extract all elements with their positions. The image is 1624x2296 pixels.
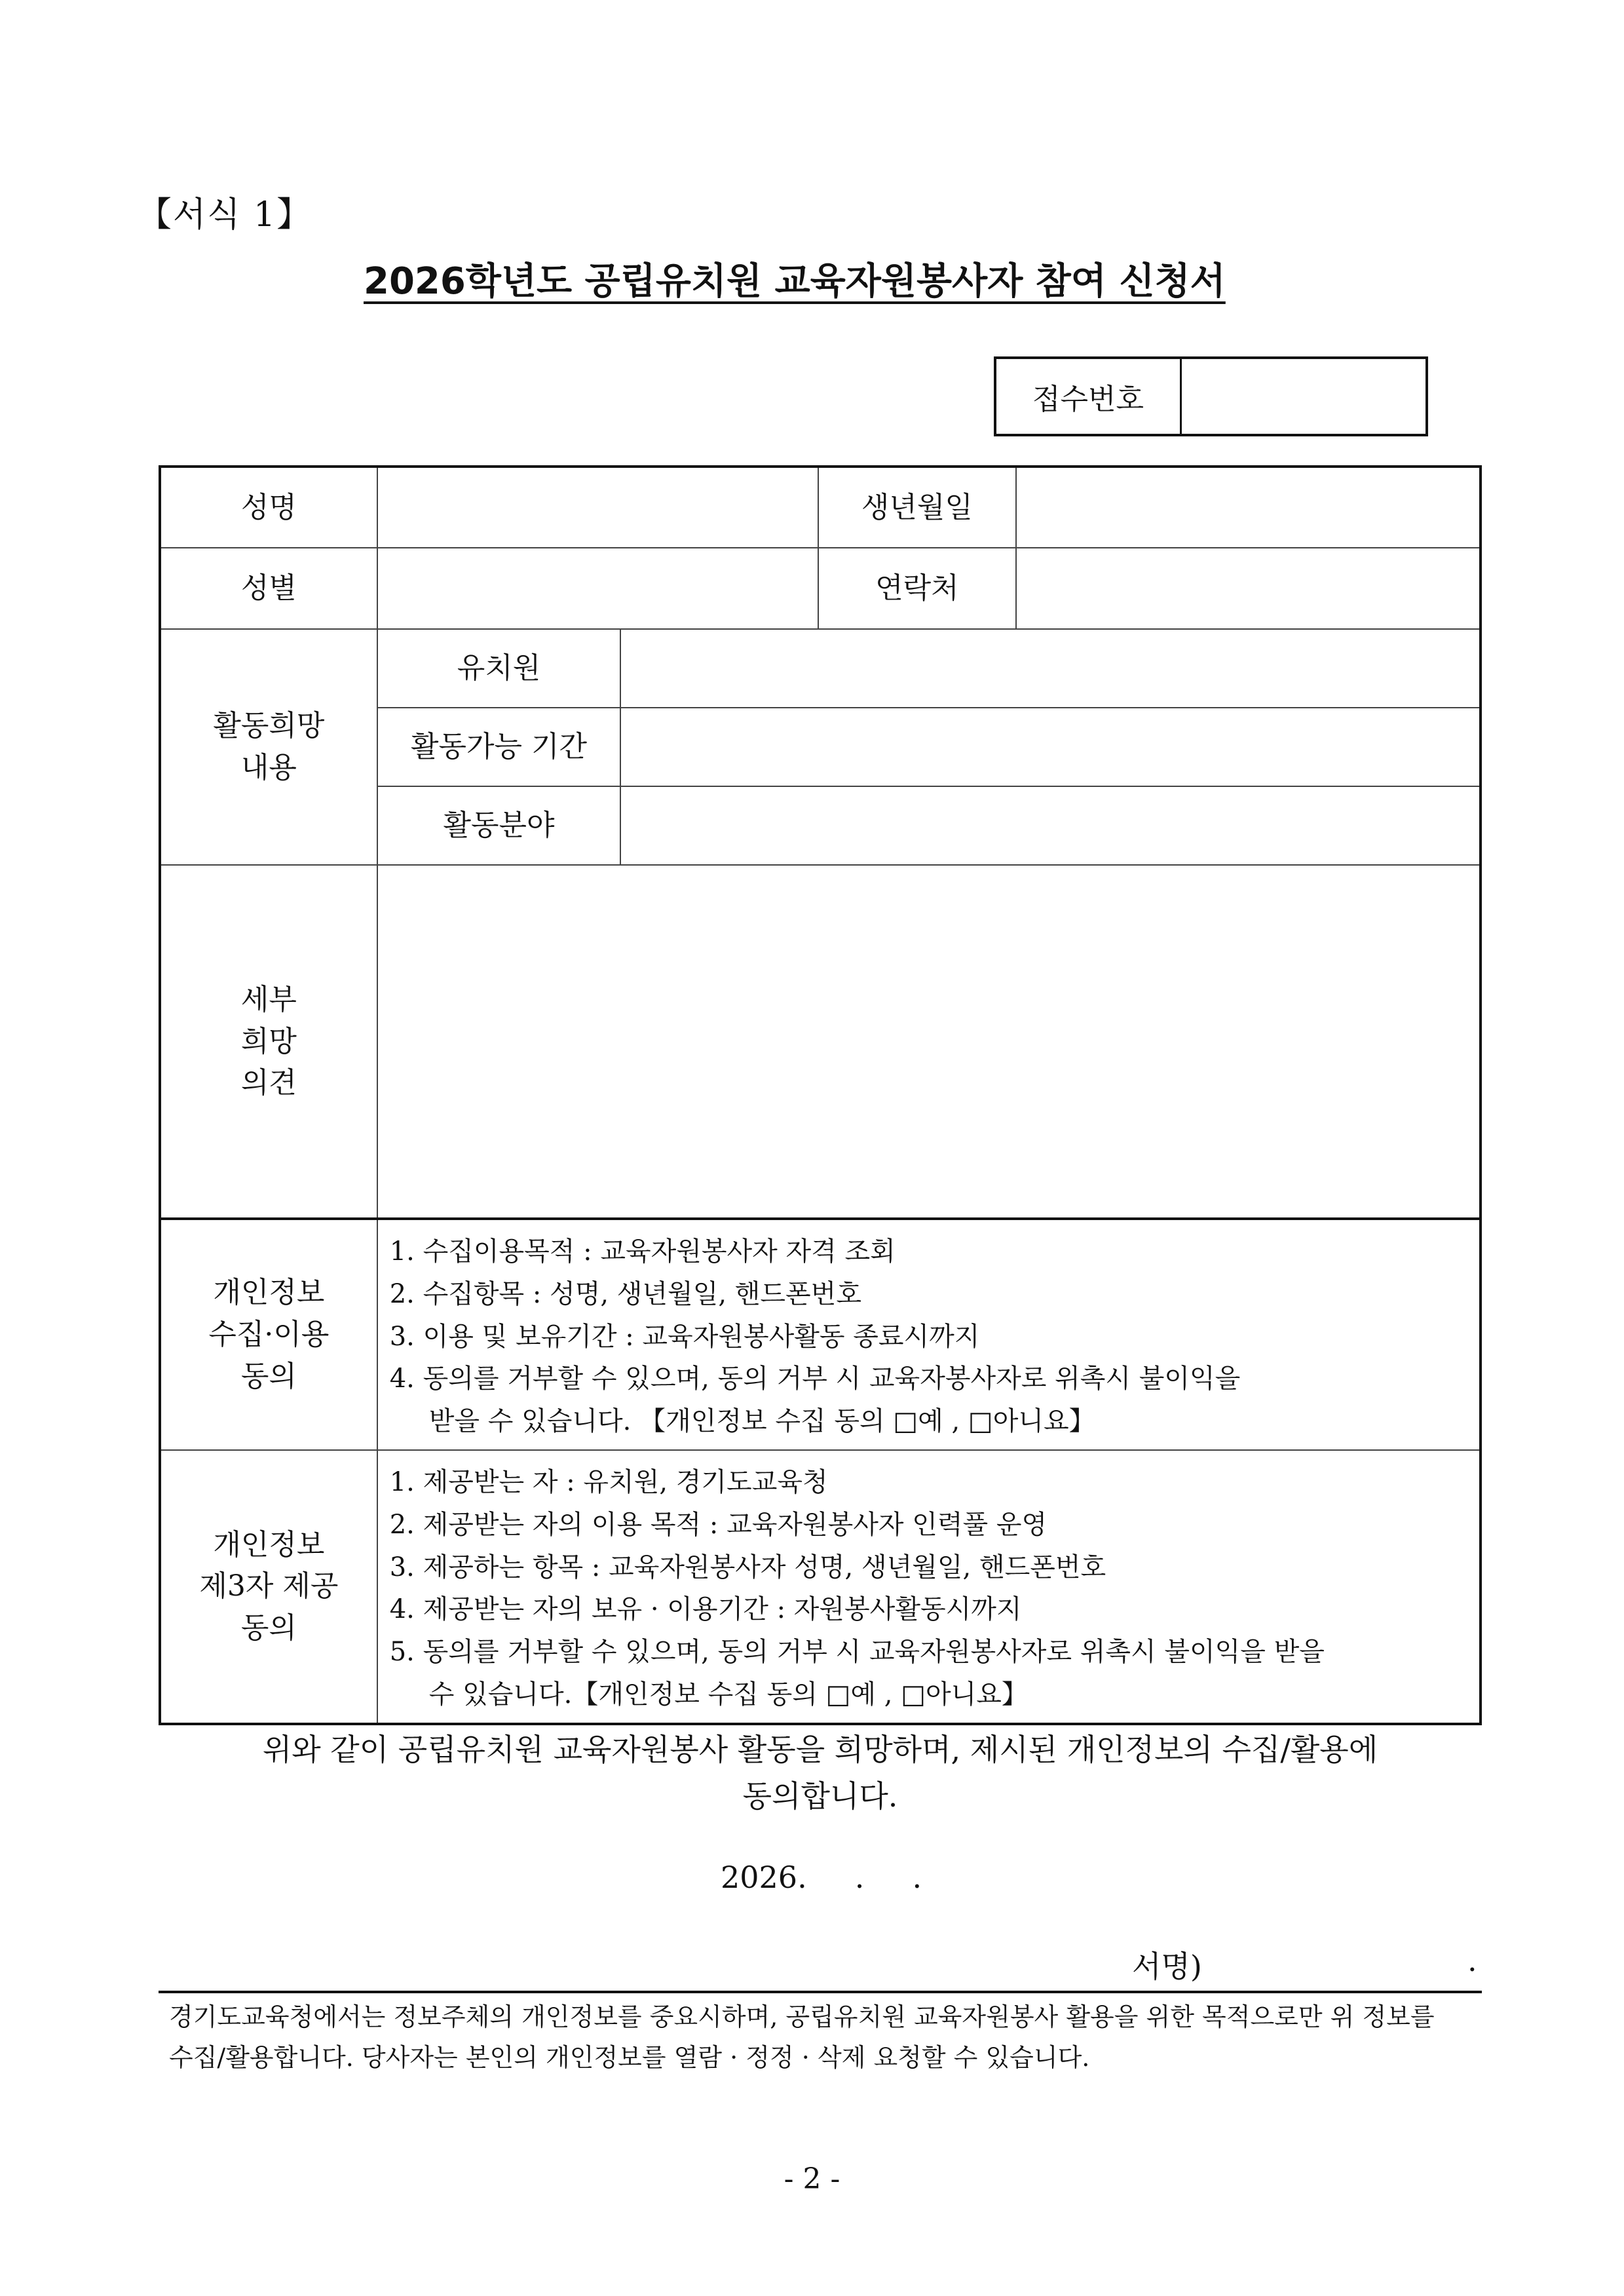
name-label: 성명	[160, 467, 377, 548]
application-table	[159, 465, 1482, 1725]
agreement-statement: 위와 같이 공립유치원 교육자원봉사 활동을 희망하며, 제시된 개인정보의 수집/활용에 동의합니다.	[262, 1732, 1378, 1814]
gender-field[interactable]	[377, 548, 818, 629]
list-item: 5. 동의를 거부할 수 있으며, 동의 거부 시 교육자원봉사자로 위촉시 불이익을 받을	[389, 1637, 1325, 1668]
activity-label: 활동희망 내용	[160, 629, 377, 865]
receipt-label: 접수번호	[995, 358, 1181, 435]
receipt-box	[994, 356, 1428, 436]
name-field[interactable]	[377, 467, 818, 548]
kindergarten-label: 유치원	[377, 629, 621, 708]
activity-field-label: 활동분야	[377, 786, 621, 865]
birth-label: 생년월일	[818, 467, 1016, 548]
application-date: 2026. . .	[721, 1860, 922, 1895]
list-item: 4. 동의를 거부할 수 있으며, 동의 거부 시 교육자봉사자로 위촉시 불이익을	[389, 1364, 1241, 1394]
gender-label: 성별	[160, 548, 377, 629]
privacy-notice: 경기도교육청에서는 정보주체의 개인정보를 중요시하며, 공립유치원 교육자원봉사 활용을 위한 목적으로만 위 정보를 수집/활용합니다. 당사자는 본인의 개인정보를 열람 · 정정 · 삭제 요청할 수 있습니다.	[169, 2002, 1435, 2072]
list-item: 3. 제공하는 항목 : 교육자원봉사자 성명, 생년월일, 핸드폰번호	[389, 1552, 1106, 1582]
privacy-consent-label: 개인정보 수집·이용 동의	[160, 1219, 377, 1450]
activity-field-input[interactable]	[620, 786, 1481, 865]
document-title: 2026학년도 공립유치원 교육자원봉사자 참여 신청서	[364, 260, 1226, 303]
list-item: 1. 제공받는 자 : 유치원, 경기도교육청	[389, 1466, 828, 1497]
birth-field[interactable]	[1016, 467, 1481, 548]
period-label: 활동가능 기간	[377, 708, 621, 786]
list-item: 3. 이용 및 보유기간 : 교육자원봉사활동 종료시까지	[389, 1321, 980, 1352]
page-number: - 2 -	[784, 2162, 840, 2196]
list-item: 2. 제공받는 자의 이용 목적 : 교육자원봉사자 인력풀 운영	[389, 1509, 1048, 1540]
period-field[interactable]	[620, 708, 1481, 786]
list-item: 4. 제공받는 자의 보유 · 이용기간 : 자원봉사활동시까지	[389, 1594, 1022, 1625]
opinion-label: 세부 희망 의견	[160, 865, 377, 1219]
privacy-consent-checkbox-line[interactable]: 받을 수 있습니다. 【개인정보 수집 동의 □예 , □아니요】	[428, 1406, 1095, 1437]
contact-field[interactable]	[1016, 548, 1481, 629]
divider	[159, 1991, 1482, 1993]
third-party-consent-content	[377, 1450, 1481, 1724]
signature-end: .	[1467, 1943, 1477, 1978]
kindergarten-field[interactable]	[620, 629, 1481, 708]
signature-label: 서명)	[1132, 1949, 1202, 1984]
list-item: 1. 수집이용목적 : 교육자원봉사자 자격 조회	[389, 1236, 896, 1267]
form-label: 【서식 1】	[138, 195, 312, 235]
contact-label: 연락처	[818, 548, 1016, 629]
third-party-consent-checkbox-line[interactable]: 수 있습니다.【개인정보 수집 동의 □예 , □아니요】	[428, 1679, 1028, 1710]
third-party-consent-label: 개인정보 제3자 제공 동의	[160, 1450, 377, 1724]
list-item: 2. 수집항목 : 성명, 생년월일, 핸드폰번호	[389, 1278, 861, 1309]
receipt-number-field[interactable]	[1181, 358, 1427, 435]
privacy-consent-content	[377, 1219, 1481, 1450]
opinion-field[interactable]	[377, 865, 1481, 1219]
